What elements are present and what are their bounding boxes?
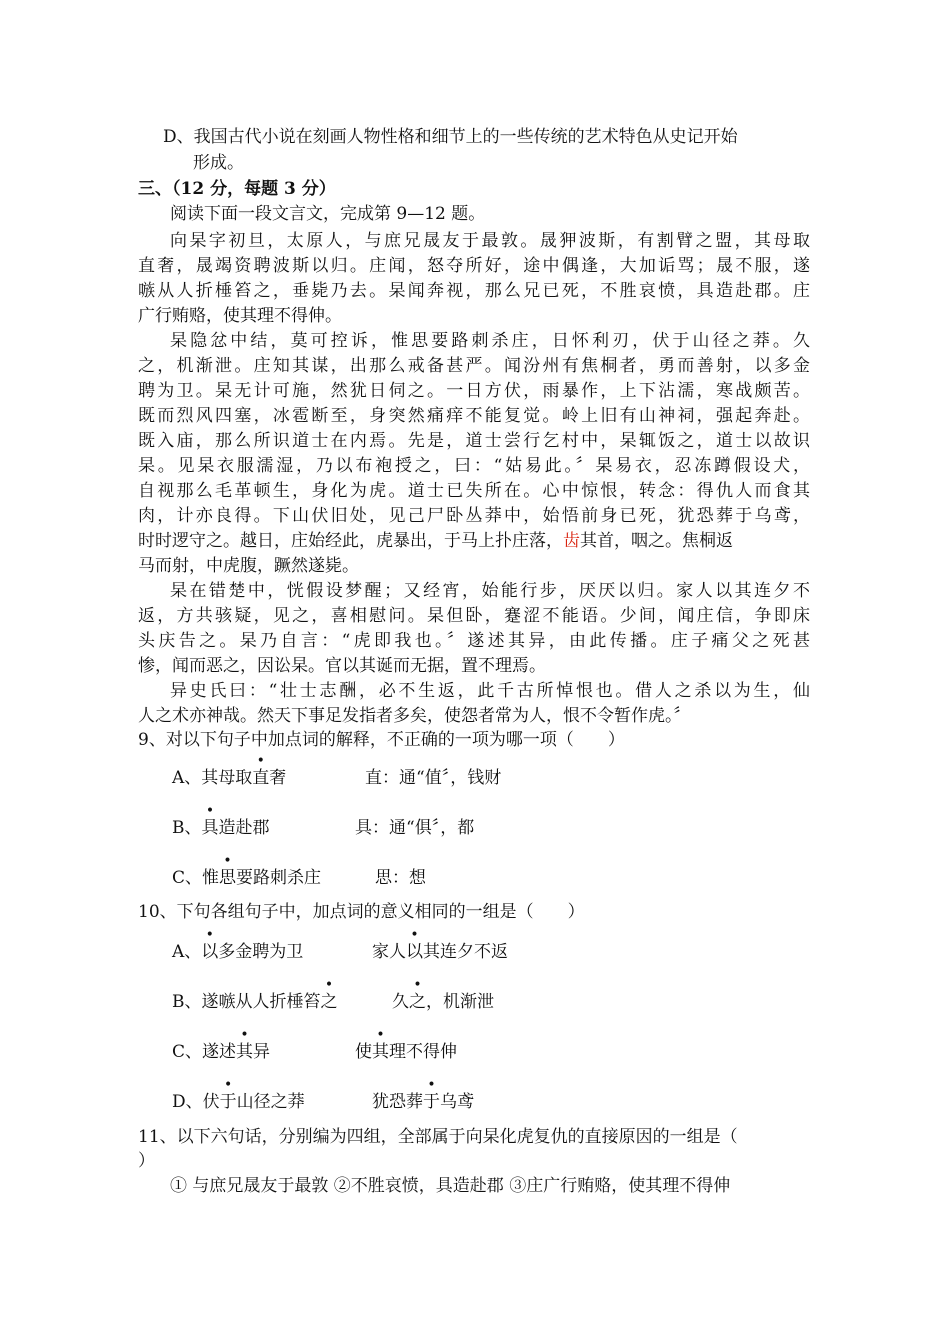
passage-segment: 时时逻守之。越日，庄始经此，虎暴出，于马上扑庄落， — [138, 531, 563, 551]
option-text: 家人 — [372, 942, 406, 962]
emphasis-dot: • — [240, 1027, 249, 1043]
q9-option-b-explain: 具：通“俱〞，都 — [355, 818, 475, 838]
passage-line: 肉，计亦良得。下山伏旧处，见己尸卧丛莽中，始悟前身已死，犹恐葬于乌鸢， — [138, 506, 810, 526]
option-text: 乌鸢 — [440, 1092, 474, 1112]
option-text: 理不得伸 — [389, 1042, 457, 1062]
option-text: 直 — [252, 768, 270, 788]
question-9-stem: 9、对以下句子中加点词的解释，不正确的一项为哪一项（ ） — [138, 730, 625, 750]
dotted-word — [219, 1077, 237, 1112]
dotted-word — [252, 753, 270, 788]
q9-option-c-explain: 思：想 — [375, 868, 426, 888]
q10-option-a — [172, 927, 304, 964]
option-d-line2: 形成。 — [193, 153, 244, 173]
passage-segment: 其首，咽之。焦桐返 — [580, 531, 733, 551]
emphasis-dot: • — [413, 977, 422, 993]
emphasis-dot: • — [223, 853, 232, 869]
option-text: 之 — [320, 992, 338, 1012]
option-text: 于 — [423, 1092, 440, 1112]
option-text: 多金聘为卫 — [218, 942, 304, 962]
q10-option-b-second — [392, 977, 494, 1014]
dotted-word — [201, 927, 219, 962]
passage-line: 之，机渐泄。庄知其谋，出那么戒备甚严。闻汾州有焦桐者，勇而善射，以多金 — [138, 356, 810, 376]
question-11-items: ① 与庶兄晟友于最敦 ②不胜哀愤，具造赴郡 ③庄广行贿赂，使其理不得伸 — [170, 1176, 731, 1196]
section-intro: 阅读下面一段文言文，完成第 9—12 题。 — [170, 204, 486, 224]
passage-line: 马而射，中虎腹，蹶然遂毙。 — [138, 556, 359, 576]
passage-line: 向杲字初旦，太原人，与庶兄晟友于最敦。晟狎波斯，有割臂之盟，其母取 — [170, 231, 810, 251]
option-text: C、惟 — [172, 868, 220, 888]
passage-line: 惨，闻而恶之，因讼杲。官以其诞而无据，置不理焉。 — [138, 656, 546, 676]
emphasis-dot: • — [324, 977, 334, 993]
option-text: A、 — [172, 942, 202, 962]
passage-line: 嗾从人折棰笞之，垂毙乃去。杲闻奔视，那么兄已死，不胜哀愤，具造赴郡。庄 — [138, 281, 810, 301]
option-text: 思 — [219, 868, 237, 888]
passage-line: 既入庙，那么所识道士在内焉。先是，道士尝行乞村中，杲辄饭之，道士以故识 — [138, 431, 810, 451]
option-text: 山径之莽 — [236, 1092, 305, 1112]
passage-line: 人之术亦神哉。然天下事足发指者多矣，使怨者常为人，恨不令暂作虎。〞 — [138, 706, 691, 726]
option-text: 其 — [372, 1042, 389, 1062]
section-heading: 三、（12 分，每题 3 分） — [138, 179, 336, 199]
option-text: 犹恐葬 — [372, 1092, 423, 1112]
option-text: 造赴郡 — [218, 818, 270, 838]
q10-option-d-second — [372, 1077, 474, 1114]
q10-option-b — [172, 977, 338, 1014]
passage-line: 杲。见杲衣服濡湿，乃以布袍授之，曰：“姑易此。〞杲易衣，忍冻蹲假设犬， — [138, 456, 810, 476]
passage-line: 返，方共骇疑，见之，喜相慰问。杲但卧，蹇涩不能语。少间，闻庄信，争即床 — [138, 606, 810, 626]
option-text: B、遂嗾从人折棰笞 — [172, 992, 321, 1012]
option-text: 具 — [201, 818, 219, 838]
passage-line: 杲在错楚中，恍假设梦醒；又经宵，始能行步，厌厌以归。家人以其连夕不 — [170, 581, 810, 601]
passage-line: 既而烈风四塞，冰雹断至，身突然痛痒不能复觉。岭上旧有山神祠，强起奔赴。 — [138, 406, 810, 426]
option-text: 于 — [219, 1092, 237, 1112]
emphasis-dot: • — [410, 927, 419, 943]
option-text: 使 — [355, 1042, 372, 1062]
passage-line: 自视那么毛革顿生，身化为虎。道士已失所在。心中惊恨，转念：得仇人而食其 — [138, 481, 810, 501]
question-11-stem-end: ） — [138, 1151, 155, 1171]
q10-option-c-second — [355, 1027, 457, 1064]
q10-option-a-second — [372, 927, 508, 964]
option-text: B、 — [172, 818, 202, 838]
passage-line: 直奢，晟竭资聘波斯以归。庄闻，怒夺所好，途中偶逢，大加诟骂；晟不服，遂 — [138, 256, 810, 276]
emphasis-dot: • — [224, 1077, 233, 1093]
option-text: A、其母取 — [172, 768, 253, 788]
option-text: 以 — [406, 942, 423, 962]
passage-line: 广行贿赂，使其理不得伸。 — [138, 306, 342, 326]
dotted-word — [372, 1027, 389, 1062]
q9-option-a-explain: 直：通“值〞，钱财 — [365, 768, 502, 788]
q9-option-c — [172, 853, 322, 890]
option-text: 异 — [253, 1042, 271, 1062]
passage-line: 异史氏曰：“壮士志酬，必不生返，此千古所悼恨也。借人之杀以为生，仙 — [170, 681, 810, 701]
option-text: 久 — [392, 992, 409, 1012]
passage-line: 杲隐忿中结，莫可控诉，惟思要路刺杀庄，日怀利刃，伏于山径之莽。久 — [170, 331, 810, 351]
question-11-stem: 11、以下六句话，分别编为四组，全部属于向杲化虎复仇的直接原因的一组是（ — [138, 1127, 738, 1147]
option-text: 之 — [409, 992, 426, 1012]
q10-option-d — [172, 1077, 305, 1114]
q9-option-a — [172, 753, 287, 790]
emphasis-dot: • — [256, 753, 265, 769]
emphasis-dot: • — [427, 1077, 436, 1093]
highlighted-char: 齿 — [563, 531, 580, 551]
option-text: 以 — [201, 942, 219, 962]
emphasis-dot: • — [376, 1027, 385, 1043]
dotted-word — [409, 977, 426, 1012]
option-text: 其 — [236, 1042, 254, 1062]
option-text: ，机渐泄 — [426, 992, 494, 1012]
q9-option-b — [172, 803, 270, 840]
question-10-stem: 10、下句各组句子中，加点词的意义相同的一组是（ ） — [138, 902, 585, 922]
dotted-word — [320, 977, 338, 1012]
dotted-word — [201, 803, 219, 838]
dotted-word — [236, 1027, 254, 1062]
passage-line: 头庆告之。杲乃自言：“虎即我也。〞遂述其异，由此传播。庄子痛父之死甚 — [138, 631, 810, 651]
option-text: D、伏 — [172, 1092, 220, 1112]
option-text: 要路刺杀庄 — [236, 868, 322, 888]
passage-line: 聘为卫。杲无计可施，然犹日伺之。一日方伏，雨暴作，上下沾濡，寒战颇苦。 — [138, 381, 810, 401]
dotted-word — [423, 1077, 440, 1112]
option-text: C、遂述 — [172, 1042, 237, 1062]
dotted-word — [219, 853, 237, 888]
passage-line-with-red — [138, 529, 733, 553]
emphasis-dot: • — [205, 927, 214, 943]
q10-option-c — [172, 1027, 271, 1064]
option-d-line1: D、我国古代小说在刻画人物性格和细节上的一些传统的艺术特色从史记开始 — [163, 127, 738, 147]
dotted-word — [406, 927, 423, 962]
option-text: 其连夕不返 — [423, 942, 508, 962]
emphasis-dot: • — [205, 803, 215, 819]
option-text: 奢 — [269, 768, 287, 788]
